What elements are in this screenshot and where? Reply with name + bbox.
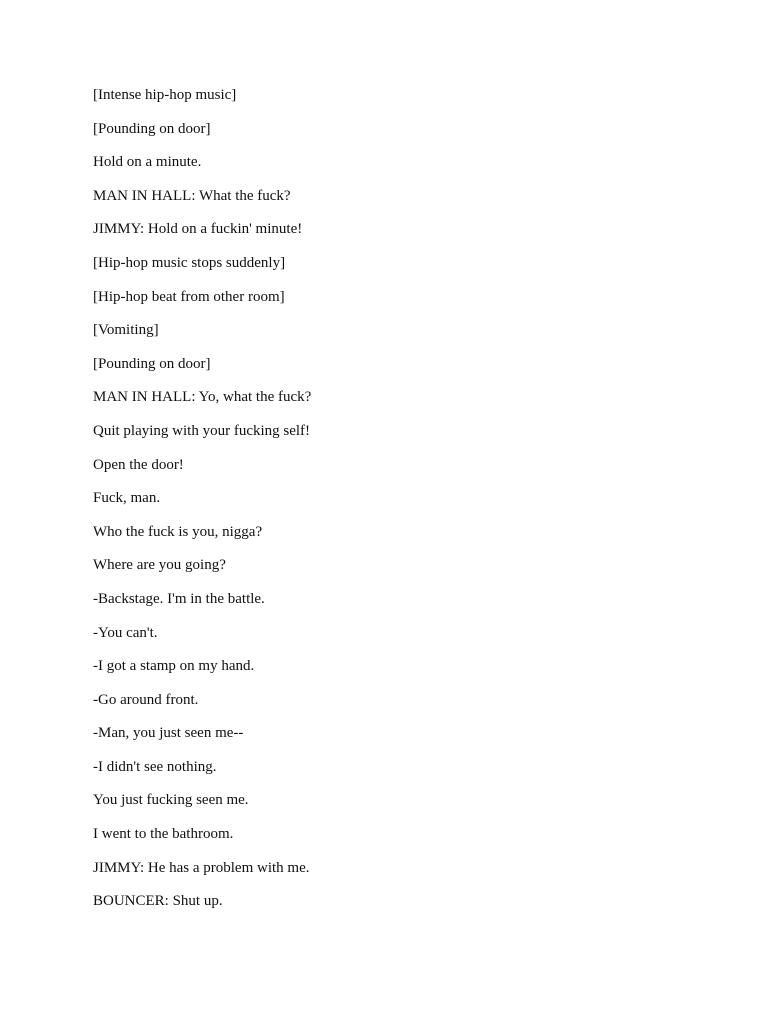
transcript-line: Quit playing with your fucking self! [93,422,311,439]
transcript-line: [Hip-hop music stops suddenly] [93,254,286,271]
transcript-line: -Go around front. [93,691,199,708]
transcript-line: Hold on a minute. [93,154,202,171]
transcript-line: -Man, you just seen me-- [93,725,244,742]
transcript-line: MAN IN HALL: Yo, what the fuck? [93,389,312,406]
transcript-line: -You can't. [93,624,158,641]
transcript-lines [93,85,733,925]
transcript-line: Who the fuck is you, nigga? [93,523,263,540]
transcript-line: Open the door! [93,456,184,473]
transcript-line: [Intense hip-hop music] [93,87,237,103]
transcript-line: Where are you going? [93,557,226,574]
transcript-line: -I got a stamp on my hand. [93,658,255,675]
transcript-line: You just fucking seen me. [93,792,249,809]
transcript-line: -I didn't see nothing. [93,758,217,775]
transcript-line: MAN IN HALL: What the fuck? [93,187,291,204]
transcript-line: -Backstage. I'm in the battle. [93,590,265,607]
transcript-line: BOUNCER: Shut up. [93,893,223,910]
transcript-line: [Pounding on door] [93,355,211,372]
transcript-line: JIMMY: He has a problem with me. [93,859,310,876]
transcript-line: [Pounding on door] [93,120,211,137]
transcript-line: I went to the bathroom. [93,826,234,843]
transcript-line: JIMMY: Hold on a fuckin' minute! [93,221,303,238]
transcript-line: [Hip-hop beat from other room] [93,288,285,305]
transcript-line: Fuck, man. [93,490,161,507]
transcript-line: [Vomiting] [93,322,159,339]
